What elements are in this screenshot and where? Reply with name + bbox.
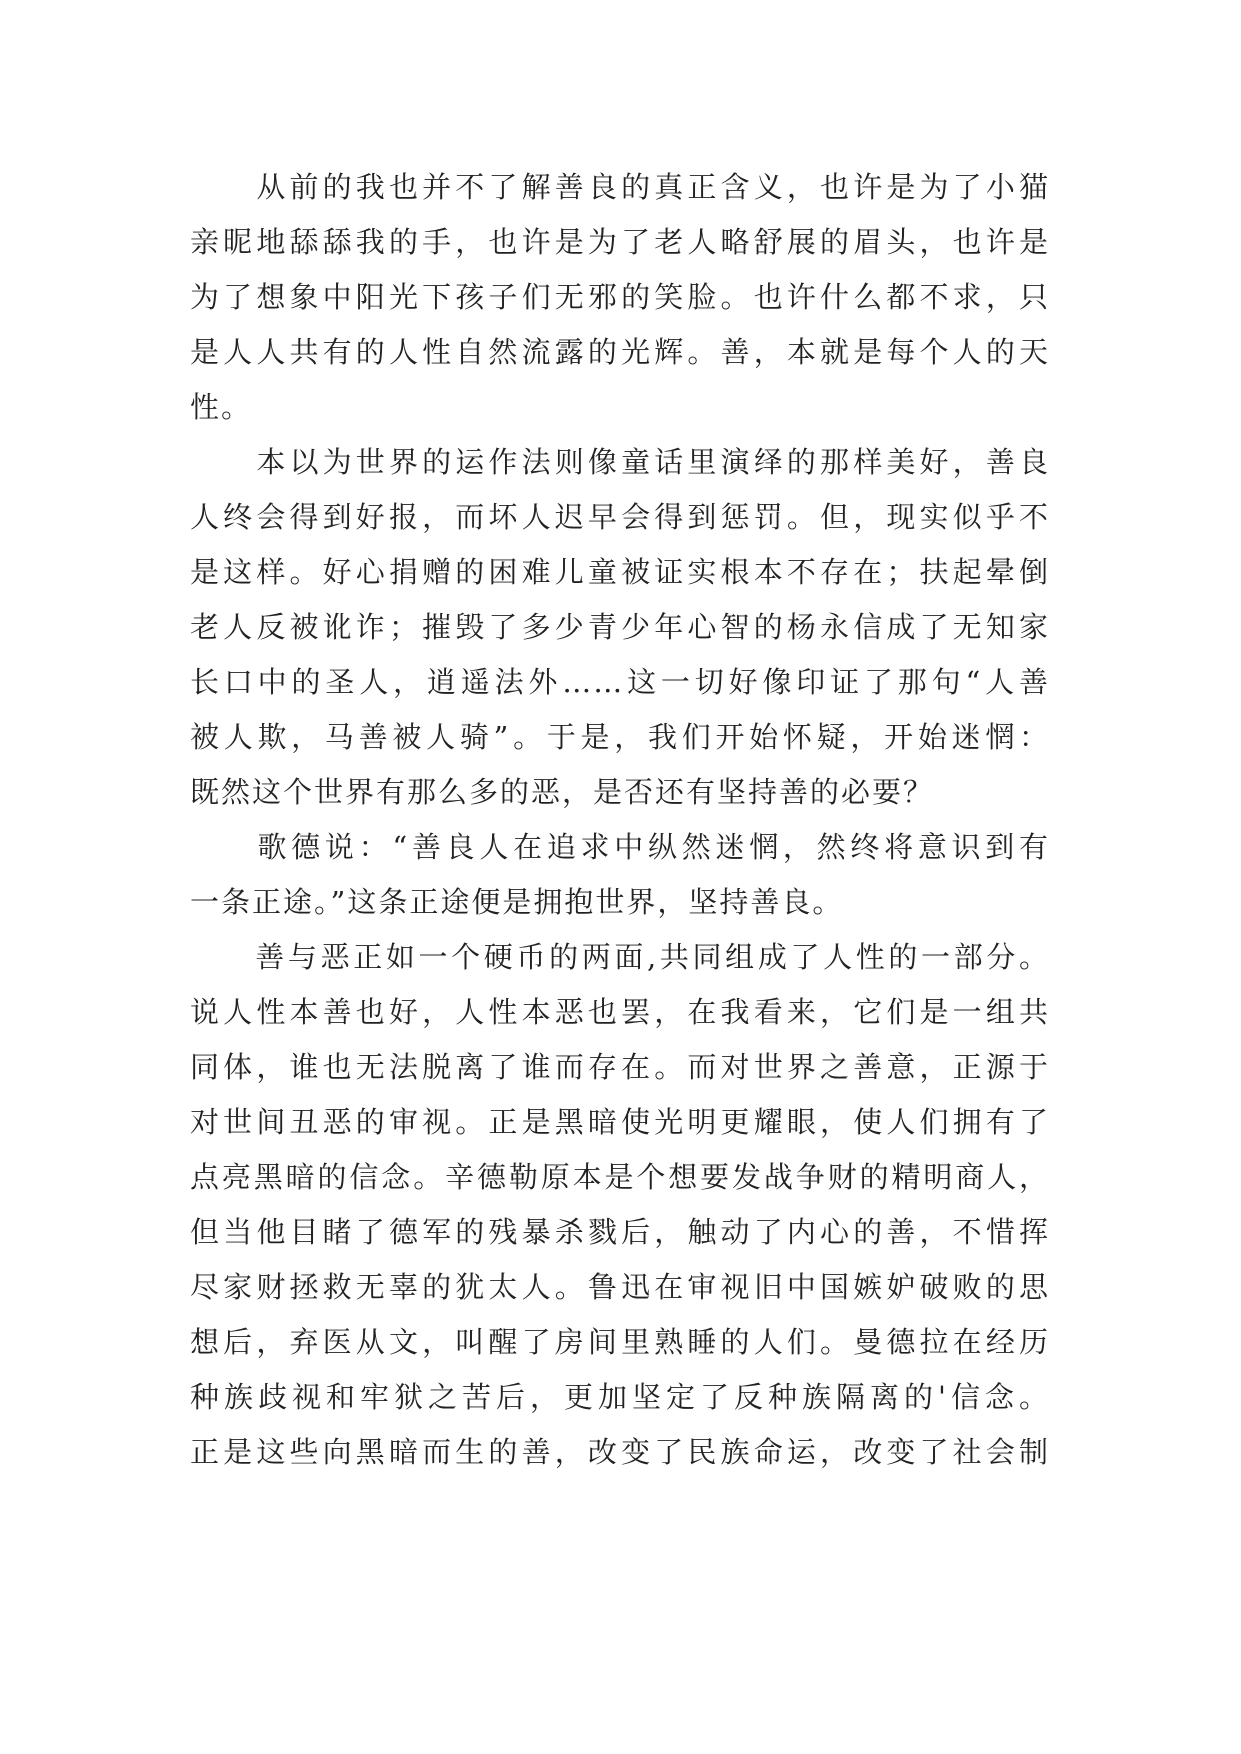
text-line: 歌德说：“善良人在追求中纵然迷惘，然终将意识到有	[190, 830, 1050, 864]
text-line: 老人反被讹诈；摧毁了多少青少年心智的杨永信成了无知家	[190, 610, 1050, 644]
text-line: 说人性本善也好，人性本恶也罢，在我看来，它们是一组共	[190, 995, 1050, 1029]
paragraph-1	[190, 160, 1050, 435]
text-line: 是这样。好心捐赠的困难儿童被证实根本不存在；扶起晕倒	[190, 555, 1050, 589]
text-line: 种族歧视和牢狱之苦后，更加坚定了反种族隔离的'信念。	[190, 1380, 1050, 1414]
text-line: 是人人共有的人性自然流露的光辉。善，本就是每个人的天	[190, 335, 1050, 369]
text-line: 长口中的圣人，逍遥法外……这一切好像印证了那句“人善	[190, 665, 1050, 699]
text-line: 本以为世界的运作法则像童话里演绎的那样美好，善良	[190, 445, 1050, 479]
text-line: 人终会得到好报，而坏人迟早会得到惩罚。但，现实似乎不	[190, 500, 1050, 534]
text-line: 一条正途。”这条正途便是拥抱世界，坚持善良。	[190, 885, 844, 919]
text-line: 既然这个世界有那么多的恶，是否还有坚持善的必要？	[190, 775, 935, 809]
text-line: 从前的我也并不了解善良的真正含义，也许是为了小猫	[190, 170, 1050, 204]
text-line: 尽家财拯救无辜的犹太人。鲁迅在审视旧中国嫉妒破败的思	[190, 1270, 1050, 1304]
text-line: 点亮黑暗的信念。辛德勒原本是个想要发战争财的精明商人，	[190, 1160, 1050, 1194]
text-line: 正是这些向黑暗而生的善，改变了民族命运，改变了社会制	[190, 1435, 1050, 1469]
text-line: 为了想象中阳光下孩子们无邪的笑脸。也许什么都不求，只	[190, 280, 1050, 314]
text-line: 但当他目睹了德军的残暴杀戮后，触动了内心的善，不惜挥	[190, 1215, 1050, 1249]
paragraph-3	[190, 820, 1050, 930]
text-line: 想后，弃医从文，叫醒了房间里熟睡的人们。曼德拉在经历	[190, 1325, 1050, 1359]
text-line: 善与恶正如一个硬币的两面,共同组成了人性的一部分。	[190, 940, 1050, 974]
text-line: 同体，谁也无法脱离了谁而存在。而对世界之善意，正源于	[190, 1050, 1050, 1084]
essay-body	[190, 160, 1050, 1480]
paragraph-2	[190, 435, 1050, 820]
text-line: 对世间丑恶的审视。正是黑暗使光明更耀眼，使人们拥有了	[190, 1105, 1050, 1139]
text-line: 被人欺，马善被人骑”。于是，我们开始怀疑，开始迷惘：	[190, 720, 1050, 754]
text-line: 亲昵地舔舔我的手，也许是为了老人略舒展的眉头，也许是	[190, 225, 1050, 259]
text-line: 性。	[190, 390, 253, 424]
paragraph-4	[190, 930, 1050, 1480]
